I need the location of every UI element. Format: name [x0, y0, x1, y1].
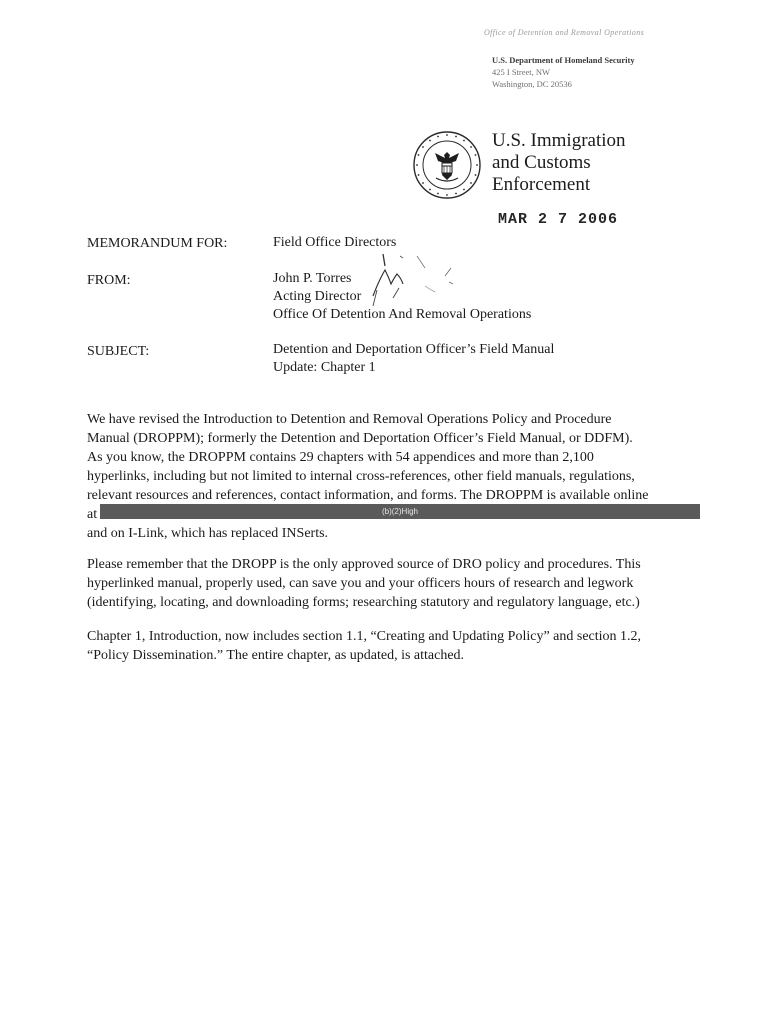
paragraph-2: [87, 555, 717, 612]
paragraph-2-line: Please remember that the DROPP is the only approved source of DRO policy and procedures. This: [87, 557, 641, 572]
paragraph-1-line: at: [87, 507, 98, 522]
from-label: FROM:: [87, 273, 131, 288]
from-name: John P. Torres: [273, 271, 352, 286]
subject-label: SUBJECT:: [87, 344, 150, 359]
paragraph-1-line: and on I-Link, which has replaced INSerts.: [87, 526, 329, 541]
agency-name: [492, 130, 626, 196]
from-block: [273, 270, 531, 324]
paragraph-1-line: Manual (DROPPM); formerly the Detention and Deportation Officer’s Field Manual, or DDFM).: [87, 431, 633, 446]
redaction-code: (b)(2)High: [381, 507, 418, 516]
paragraph-1-line: relevant resources and references, contact information, and forms. The DROPPM is available online: [87, 488, 649, 503]
dhs-seal-icon: [412, 130, 482, 200]
paragraph-2-line: (identifying, locating, and downloading forms; researching statutory and regulatory language, etc.): [87, 595, 640, 610]
letterhead-city: Washington, DC 20536: [492, 79, 572, 89]
paragraph-3-line: Chapter 1, Introduction, now includes section 1.1, “Creating and Updating Policy” and section 1.2,: [87, 629, 642, 644]
letterhead-office-line: Office of Detention and Removal Operations: [484, 28, 645, 37]
paragraph-3-line: “Policy Dissemination.” The entire chapter, as updated, is attached.: [87, 648, 465, 663]
redaction-bar: [100, 504, 700, 519]
paragraph-1: [87, 410, 717, 543]
subject-block: [273, 341, 554, 377]
from-title: Acting Director: [273, 289, 362, 304]
memorandum-for-value: Field Office Directors: [273, 235, 397, 250]
paragraph-1-line: As you know, the DROPPM contains 29 chapters with 54 appendices and more than 2,100: [87, 450, 594, 465]
letterhead-department: U.S. Department of Homeland Security: [492, 55, 635, 65]
paragraph-2-line: hyperlinked manual, properly used, can save you and your officers hours of research and legwork: [87, 576, 634, 591]
paragraph-1-line: hyperlinks, including but not limited to internal cross-references, other field manuals, regulations,: [87, 469, 635, 484]
agency-line-2: and Customs: [492, 152, 591, 173]
agency-line-3: Enforcement: [492, 174, 591, 195]
date-stamp: MAR 2 7 2006: [498, 211, 619, 228]
subject-line-2: Update: Chapter 1: [273, 360, 376, 375]
paragraph-3: [87, 627, 717, 665]
agency-line-1: U.S. Immigration: [492, 130, 626, 151]
from-office: Office Of Detention And Removal Operations: [273, 307, 532, 322]
letterhead-address: [492, 54, 635, 90]
subject-line-1: Detention and Deportation Officer’s Field Manual: [273, 342, 555, 357]
memorandum-for-label: MEMORANDUM FOR:: [87, 236, 228, 251]
paragraph-1-line: We have revised the Introduction to Detention and Removal Operations Policy and Procedure: [87, 412, 612, 427]
letterhead-street: 425 I Street, NW: [492, 67, 551, 77]
